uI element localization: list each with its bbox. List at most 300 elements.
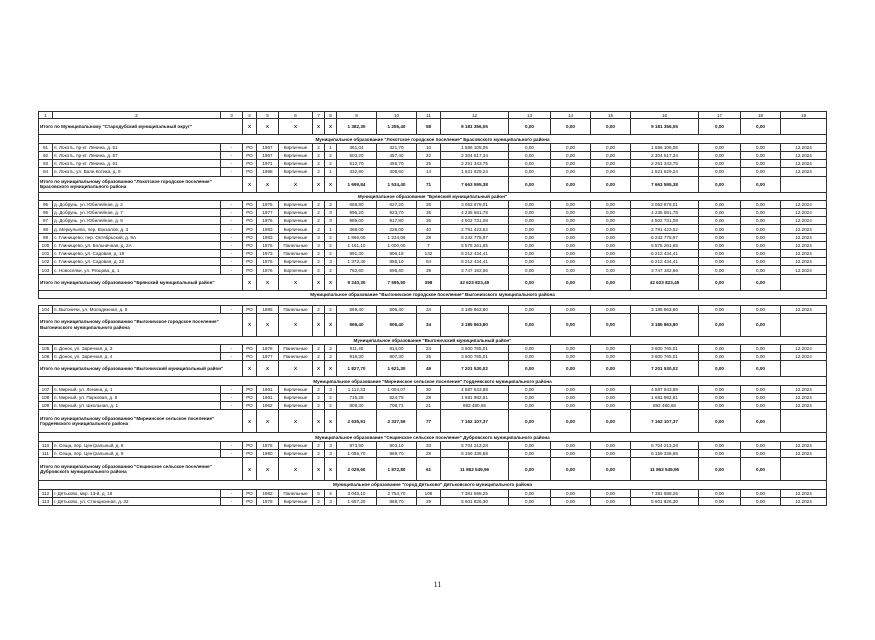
column-number: 16: [631, 112, 699, 119]
table-cell: -: [221, 497, 243, 505]
table-cell: 2: [313, 217, 325, 225]
subtotal-cell: 1 621,30: [377, 361, 417, 377]
table-cell: -: [221, 200, 243, 208]
table-cell: 1 234,06: [377, 233, 417, 241]
table-cell: 0,00: [591, 151, 631, 159]
subtotal-cell: X: [325, 361, 337, 377]
table-cell: 4 502 731,08: [441, 217, 509, 225]
table-cell: 0,00: [551, 489, 591, 497]
table-cell: 0,00: [699, 225, 741, 233]
table-cell: 708,73: [377, 402, 417, 410]
table-cell: Кирпичные: [279, 225, 313, 233]
table-cell: 5: [313, 489, 325, 497]
table-cell: Кирпичные: [279, 168, 313, 176]
table-cell: Панельные: [279, 345, 313, 353]
table-cell: РО: [243, 250, 257, 258]
table-cell: 96: [39, 209, 53, 217]
subtotal-cell: 2 337,59: [377, 410, 417, 433]
table-cell: 696,60: [377, 266, 417, 274]
table-cell: Кирпичные: [279, 394, 313, 402]
subtotal-cell: 0,00: [509, 119, 551, 135]
table-cell: 2: [325, 250, 337, 258]
subtotal-cell: X: [257, 361, 279, 377]
table-cell: -: [221, 266, 243, 274]
subtotal-row: [39, 119, 827, 135]
table-cell: 0,00: [591, 489, 631, 497]
table-cell: 0,00: [509, 233, 551, 241]
table-cell: Кирпичные: [279, 151, 313, 159]
table-cell: 0,00: [591, 225, 631, 233]
table-cell: 2: [325, 241, 337, 249]
table-cell: 0,00: [509, 258, 551, 266]
subtotal-cell: 1 872,80: [377, 458, 417, 481]
table-cell: 5 601 826,30: [441, 497, 509, 505]
subtotal-cell: 0,00: [551, 274, 591, 290]
table-cell: 0,00: [591, 385, 631, 393]
table-cell: 40: [417, 225, 441, 233]
table-cell: 35: [417, 209, 441, 217]
section-header: Муниципальное образование "Мирнинское сельское поселение" Гордеевского муниципального района: [39, 377, 827, 385]
table-cell: 12.2024: [781, 200, 827, 208]
subtotal-cell: 77: [417, 410, 441, 433]
table-cell: 6 159 336,68: [631, 449, 699, 457]
subtotal-label: Итого по муниципальному образованию "Выгоничский муниципальный район": [39, 361, 243, 377]
table-cell: 103: [39, 266, 53, 274]
table-cell: РО: [243, 385, 257, 393]
subtotal-cell: 42 623 823,49: [441, 274, 509, 290]
table-cell: 3: [325, 217, 337, 225]
table-cell: 808,30: [337, 402, 377, 410]
table-cell: 0,00: [551, 353, 591, 361]
table-cell: 12.2024: [781, 151, 827, 159]
subtotal-cell: X: [325, 274, 337, 290]
table-cell: 0,00: [551, 233, 591, 241]
table-cell: 0,00: [699, 241, 741, 249]
table-cell: 669,40: [337, 305, 377, 313]
subtotal-cell: 0,00: [699, 361, 741, 377]
table-cell: 892 480,68: [631, 402, 699, 410]
table-cell: 0,00: [699, 394, 741, 402]
subtotal-cell: 9 181 356,05: [631, 119, 699, 135]
subtotal-cell: 0,00: [509, 361, 551, 377]
table-cell: 1 161,10: [337, 241, 377, 249]
table-cell: РО: [243, 168, 257, 176]
table-row: [39, 241, 827, 249]
subtotal-cell: 0,00: [591, 119, 631, 135]
subtotal-cell: 3 185 863,80: [631, 313, 699, 336]
table-cell: 228,00: [377, 225, 417, 233]
table-cell: -: [221, 394, 243, 402]
table-cell: 0,00: [741, 345, 781, 353]
table-cell: 0,00: [741, 250, 781, 258]
table-cell: 1983: [257, 233, 279, 241]
table-cell: -: [221, 489, 243, 497]
table-cell: 0,00: [699, 497, 741, 505]
table-row: [39, 258, 827, 266]
column-number: 6: [279, 112, 313, 119]
table-cell: 0,00: [591, 353, 631, 361]
subtotal-cell: X: [313, 176, 325, 192]
subtotal-cell: 0,00: [591, 410, 631, 433]
table-cell: 0,00: [551, 449, 591, 457]
table-cell: 12.2024: [781, 305, 827, 313]
table-cell: -: [221, 225, 243, 233]
table-cell: 0,00: [591, 241, 631, 249]
table-cell: 0,00: [509, 241, 551, 249]
table-cell: 3: [313, 241, 325, 249]
table-cell: 2: [325, 160, 337, 168]
subtotal-cell: X: [257, 313, 279, 336]
table-cell: 3 053 878,01: [441, 200, 509, 208]
table-cell: 10: [417, 143, 441, 151]
table-cell: 1 681 982,81: [441, 394, 509, 402]
table-cell: 2: [325, 233, 337, 241]
subtotal-cell: 0,00: [741, 119, 781, 135]
subtotal-cell: 0,00: [699, 274, 741, 290]
table-cell: 0,00: [591, 217, 631, 225]
table-cell: 2: [325, 266, 337, 274]
table-cell: 0,00: [699, 353, 741, 361]
table-cell: 332,90: [337, 168, 377, 176]
subtotal-cell: 0,00: [741, 361, 781, 377]
subtotal-cell: 7 663 595,38: [441, 176, 509, 192]
table-cell: 0,00: [509, 209, 551, 217]
table-cell: -: [221, 258, 243, 266]
table-row: [39, 200, 827, 208]
table-cell: 2 304 517,34: [631, 151, 699, 159]
table-cell: 0,00: [509, 385, 551, 393]
table-cell: 3: [313, 233, 325, 241]
subtotal-cell: X: [279, 313, 313, 336]
table-cell: 6 159 336,68: [441, 449, 509, 457]
column-number: 18: [741, 112, 781, 119]
subtotal-cell: 0,00: [699, 119, 741, 135]
subtotal-cell: 0,00: [551, 176, 591, 192]
table-cell: 29: [417, 497, 441, 505]
table-cell: 106: [39, 353, 53, 361]
table-cell: РО: [243, 225, 257, 233]
subtotal-cell: 49: [417, 361, 441, 377]
table-cell: 108: [39, 394, 53, 402]
table-cell: 0,00: [741, 233, 781, 241]
table-cell: 308,60: [377, 168, 417, 176]
table-cell: 0,00: [591, 233, 631, 241]
table-cell: 1978: [257, 345, 279, 353]
table-cell: РО: [243, 266, 257, 274]
subtotal-cell: X: [279, 410, 313, 433]
address-cell: с. Глинищево, пер. Октябрьский, д. 9А: [53, 233, 221, 241]
table-cell: 3 045,10: [337, 489, 377, 497]
table-cell: 0,00: [741, 497, 781, 505]
table-cell: 100: [39, 241, 53, 249]
table-cell: 2: [313, 225, 325, 233]
table-cell: 807,30: [377, 353, 417, 361]
subtotal-cell: X: [279, 176, 313, 192]
table-cell: Панельные: [279, 241, 313, 249]
table-cell: 1 372,40: [337, 258, 377, 266]
table-cell: 762,60: [337, 266, 377, 274]
table-row: [39, 305, 827, 313]
table-cell: 28: [417, 449, 441, 457]
subtotal-cell: 71: [417, 176, 441, 192]
table-cell: Панельные: [279, 353, 313, 361]
subtotal-cell: [781, 361, 827, 377]
subtotal-cell: 669,40: [337, 313, 377, 336]
table-cell: 3 053 878,01: [631, 200, 699, 208]
table-cell: 0,00: [551, 385, 591, 393]
subtotal-cell: 0,00: [591, 361, 631, 377]
table-cell: 112: [39, 489, 53, 497]
table-cell: 12.2024: [781, 168, 827, 176]
table-cell: РО: [243, 441, 257, 449]
table-cell: 0,00: [509, 225, 551, 233]
table-cell: 916,30: [337, 353, 377, 361]
table-cell: 996,20: [337, 209, 377, 217]
subtotal-cell: 58: [417, 119, 441, 135]
table-cell: 0,00: [699, 489, 741, 497]
subtotal-cell: [781, 176, 827, 192]
table-cell: 0,00: [741, 168, 781, 176]
table-cell: РО: [243, 151, 257, 159]
table-cell: 2: [313, 345, 325, 353]
subtotal-cell: 0,00: [591, 458, 631, 481]
subtotal-cell: 0,00: [741, 176, 781, 192]
table-cell: РО: [243, 402, 257, 410]
subtotal-cell: 0,00: [509, 313, 551, 336]
table-cell: 0,00: [551, 258, 591, 266]
column-number: 1: [39, 112, 53, 119]
table-cell: 0,00: [699, 441, 741, 449]
table-row: [39, 497, 827, 505]
table-cell: 12.2024: [781, 385, 827, 393]
subtotal-cell: 0,00: [509, 458, 551, 481]
table-cell: 2: [313, 200, 325, 208]
subtotal-cell: X: [313, 274, 325, 290]
table-cell: 3 747 182,66: [631, 266, 699, 274]
table-cell: 0,00: [741, 217, 781, 225]
table-cell: 0,00: [741, 266, 781, 274]
table-cell: 1976: [257, 266, 279, 274]
address-cell: п. Локоть, пр-кт. Ленина, д. 61: [53, 160, 221, 168]
table-row: [39, 489, 827, 497]
subtotal-row: [39, 410, 827, 433]
table-cell: 39: [417, 266, 441, 274]
table-cell: 457,40: [377, 151, 417, 159]
table-row: [39, 385, 827, 393]
subtotal-cell: 1 534,40: [377, 176, 417, 192]
table-cell: 2: [313, 402, 325, 410]
subtotal-row: [39, 176, 827, 192]
address-cell: г. Дятьково, мкр. 13-й, д. 18: [53, 489, 221, 497]
table-cell: 2: [325, 345, 337, 353]
subtotal-cell: 0,00: [699, 458, 741, 481]
subtotal-cell: X: [325, 119, 337, 135]
table-cell: 2 304 517,34: [441, 151, 509, 159]
table-row: [39, 143, 827, 151]
subtotal-cell: 7 201 530,02: [441, 361, 509, 377]
table-cell: 0,00: [509, 160, 551, 168]
table-cell: -: [221, 233, 243, 241]
table-cell: 0,00: [741, 441, 781, 449]
table-cell: 2: [313, 353, 325, 361]
table-cell: 1 521 629,24: [631, 168, 699, 176]
section-header-row: [39, 135, 827, 143]
subtotal-label: Итого по муниципальному образованию "Мирнинское сельское поселение" Гордеевского муниципального района: [39, 410, 243, 433]
subtotal-cell: 0,00: [699, 176, 741, 192]
subtotal-cell: 0,00: [509, 410, 551, 433]
subtotal-cell: 11 863 549,96: [441, 458, 509, 481]
table-row: [39, 266, 827, 274]
table-cell: 668,80: [337, 200, 377, 208]
section-header-row: [39, 290, 827, 298]
subtotal-cell: 34: [417, 313, 441, 336]
table-cell: 0,00: [741, 151, 781, 159]
table-cell: 1983: [257, 225, 279, 233]
table-cell: 0,00: [699, 200, 741, 208]
table-cell: -: [221, 151, 243, 159]
table-cell: Кирпичные: [279, 200, 313, 208]
table-cell: РО: [243, 449, 257, 457]
table-cell: -: [221, 250, 243, 258]
table-cell: 911,40: [337, 345, 377, 353]
subtotal-cell: X: [325, 410, 337, 433]
table-cell: 33: [417, 441, 441, 449]
table-row: [39, 151, 827, 159]
table-cell: 606,40: [377, 305, 417, 313]
column-number: 7: [313, 112, 325, 119]
table-cell: 0,00: [551, 402, 591, 410]
subtotal-cell: 0,00: [741, 313, 781, 336]
table-cell: 0,00: [699, 385, 741, 393]
table-cell: 973,90: [337, 441, 377, 449]
table-cell: Кирпичные: [279, 258, 313, 266]
subtotal-row: [39, 458, 827, 481]
table-cell: РО: [243, 345, 257, 353]
table-cell: 0,00: [509, 250, 551, 258]
table-cell: 503,20: [337, 151, 377, 159]
subtotal-cell: 0,00: [551, 410, 591, 433]
table-cell: 892 480,68: [441, 402, 509, 410]
subtotal-cell: 0,00: [551, 458, 591, 481]
table-cell: 0,00: [591, 266, 631, 274]
table-cell: 0,00: [741, 449, 781, 457]
table-cell: 0,00: [741, 402, 781, 410]
section-header-row: [39, 481, 827, 489]
table-cell: 1967: [257, 151, 279, 159]
table-cell: 12.2024: [781, 217, 827, 225]
table-cell: 2 754,70: [377, 489, 417, 497]
table-cell: 3: [325, 385, 337, 393]
subtotal-cell: X: [279, 274, 313, 290]
table-cell: 0,00: [509, 441, 551, 449]
table-cell: 917,80: [377, 217, 417, 225]
table-cell: 1976: [257, 241, 279, 249]
subtotal-cell: 1 255,40: [377, 119, 417, 135]
table-cell: 12.2024: [781, 266, 827, 274]
address-cell: п. Донок, ул. Заречная, д. 3: [53, 345, 221, 353]
table-cell: 7: [417, 241, 441, 249]
table-cell: 36: [417, 217, 441, 225]
table-cell: -: [221, 209, 243, 217]
table-cell: -: [221, 353, 243, 361]
table-cell: 1976: [257, 258, 279, 266]
column-number: 2: [53, 112, 221, 119]
table-row: [39, 449, 827, 457]
table-cell: 12.2024: [781, 345, 827, 353]
column-number: 9: [337, 112, 377, 119]
table-cell: 110: [39, 441, 53, 449]
subtotal-cell: X: [325, 176, 337, 192]
table-cell: 4 587 643,88: [631, 385, 699, 393]
table-cell: 0,00: [509, 449, 551, 457]
table-cell: Панельные: [279, 305, 313, 313]
table-cell: 2: [313, 394, 325, 402]
table-cell: 512,70: [337, 160, 377, 168]
table-cell: 4: [325, 489, 337, 497]
table-cell: 0,00: [591, 345, 631, 353]
table-cell: -: [221, 385, 243, 393]
table-cell: 34: [417, 305, 441, 313]
table-cell: 1 586 105,05: [631, 143, 699, 151]
column-number: 3: [221, 112, 243, 119]
section-header: Муниципальное образование "Брянский муниципальный район": [39, 192, 827, 200]
table-cell: 2 791 423,52: [441, 225, 509, 233]
table-cell: 14: [417, 168, 441, 176]
table-cell: 1 112,33: [337, 385, 377, 393]
table-cell: 12.2024: [781, 233, 827, 241]
subtotal-cell: X: [243, 410, 257, 433]
subtotal-cell: 0,00: [741, 458, 781, 481]
table-cell: 1 586 105,05: [441, 143, 509, 151]
table-cell: 2: [313, 209, 325, 217]
table-cell: 2: [325, 305, 337, 313]
table-cell: 855,10: [377, 258, 417, 266]
table-cell: 4 235 681,78: [631, 209, 699, 217]
table-cell: 109: [39, 402, 53, 410]
table-cell: 0,00: [551, 160, 591, 168]
table-cell: 2 251 343,75: [441, 160, 509, 168]
table-cell: 105: [39, 345, 53, 353]
address-cell: с. Глинищево, ул. Садовая, д. 19: [53, 250, 221, 258]
table-cell: 0,00: [699, 168, 741, 176]
table-cell: 5 704 213,28: [441, 441, 509, 449]
table-cell: РО: [243, 305, 257, 313]
address-cell: п. Локоть, пр-кт. Ленина, д. 57: [53, 151, 221, 159]
table-cell: 6 212 434,41: [631, 250, 699, 258]
address-cell: д. Добрунь, ул. Юбилейная, д. 7: [53, 209, 221, 217]
table-cell: 4 235 681,78: [441, 209, 509, 217]
subtotal-cell: [781, 458, 827, 481]
table-cell: 0,00: [551, 200, 591, 208]
subtotal-cell: X: [279, 119, 313, 135]
table-cell: 1 004,07: [377, 385, 417, 393]
address-cell: д. Добрунь, ул. Юбилейная, д. 2: [53, 200, 221, 208]
table-cell: 12.2024: [781, 441, 827, 449]
subtotal-cell: X: [313, 119, 325, 135]
subtotal-cell: 0,00: [509, 274, 551, 290]
table-cell: 92: [39, 151, 53, 159]
table-cell: РО: [243, 143, 257, 151]
table-cell: 5 601 826,30: [631, 497, 699, 505]
subtotal-cell: 0,00: [591, 176, 631, 192]
table-cell: 0,00: [591, 168, 631, 176]
table-cell: 0,00: [741, 258, 781, 266]
table-cell: 0,00: [591, 441, 631, 449]
table-cell: 1968: [257, 168, 279, 176]
table-cell: 3 747 182,66: [441, 266, 509, 274]
table-cell: 2: [325, 353, 337, 361]
table-cell: 97: [39, 217, 53, 225]
